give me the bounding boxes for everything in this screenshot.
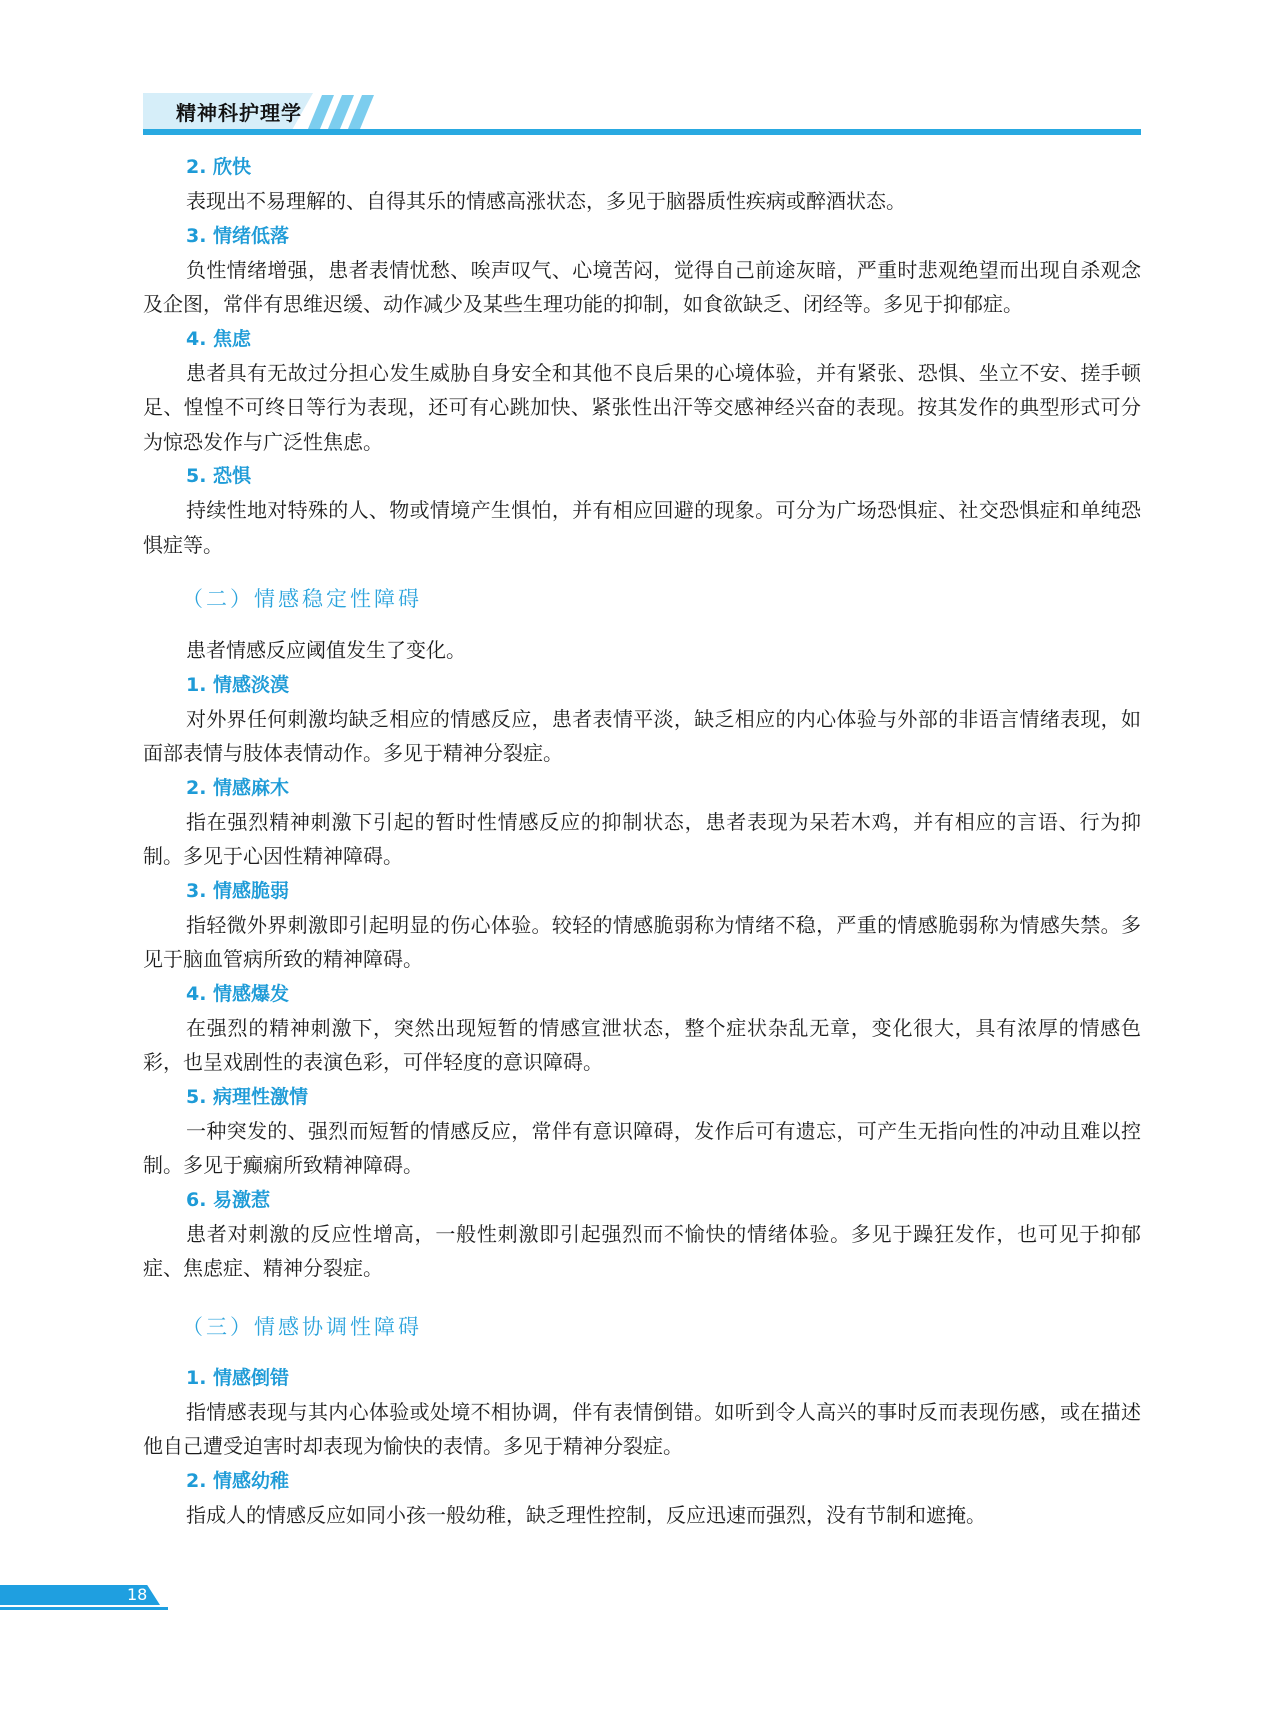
heading-euphoria: 2. 欣快 — [186, 156, 252, 178]
heading-emotional-infantilism: 2. 情感幼稚 — [186, 1469, 290, 1492]
heading-emotional-numbness: 2. 情感麻木 — [186, 776, 290, 799]
heading-emotional-fragility: 3. 情感脆弱 — [186, 879, 290, 902]
paragraph: 一种突发的、强烈而短暂的情感反应，常伴有意识障碍，发作后可有遗忘，可产生无指向性的冲动且难以控制。多见于癫痫所致精神障碍。 — [143, 1118, 1141, 1177]
heading-emotional-outburst: 4. 情感爆发 — [186, 982, 290, 1005]
header-stripes-decoration — [308, 95, 388, 129]
paragraph: 指情感表现与其内心体验或处境不相协调，伴有表情倒错。如听到令人高兴的事时反而表现伤感，或在描述他自己遭受迫害时却表现为愉快的表情。多见于精神分裂症。 — [143, 1399, 1141, 1458]
paragraph: 持续性地对特殊的人、物或情境产生惧怕，并有相应回避的现象。可分为广场恐惧症、社交恐惧症和单纯恐惧症等。 — [143, 498, 1141, 557]
heading-depressed-mood: 3. 情绪低落 — [186, 224, 290, 247]
paragraph: 患者具有无故过分担心发生威胁自身安全和其他不良后果的心境体验，并有紧张、恐惧、坐立不安、搓手顿足、惶惶不可终日等行为表现，还可有心跳加快、紧张性出汗等交感神经兴奋的表现。按其发作的典型形式可分为惊恐发作与广泛性焦虑。 — [143, 360, 1141, 454]
paragraph: 在强烈的精神刺激下，突然出现短暂的情感宣泄状态，整个症状杂乱无章，变化很大，具有浓厚的情感色彩，也呈戏剧性的表演色彩，可伴轻度的意识障碍。 — [143, 1015, 1141, 1074]
book-title: 精神科护理学 — [176, 101, 302, 125]
heading-fear: 5. 恐惧 — [186, 465, 252, 487]
paragraph: 指在强烈精神刺激下引起的暂时性情感反应的抑制状态，患者表现为呆若木鸡，并有相应的言语、行为抑制。多见于心因性精神障碍。 — [143, 809, 1141, 868]
paragraph: 患者情感反应阈值发生了变化。 — [186, 638, 466, 662]
paragraph: 指成人的情感反应如同小孩一般幼稚，缺乏理性控制，反应迅速而强烈，没有节制和遮掩。 — [186, 1502, 986, 1527]
heading-apathy: 1. 情感淡漠 — [186, 673, 290, 696]
paragraph: 对外界任何刺激均缺乏相应的情感反应，患者表情平淡，缺乏相应的内心体验与外部的非语言情绪表现，如面部表情与肢体表情动作。多见于精神分裂症。 — [143, 706, 1141, 765]
section-heading-emotional-coordination: （三）情感协调性障碍 — [182, 1314, 422, 1339]
footer-rule — [0, 1607, 168, 1610]
paragraph: 指轻微外界刺激即引起明显的伤心体验。较轻的情感脆弱称为情绪不稳，严重的情感脆弱称为情感失禁。多见于脑血管病所致的精神障碍。 — [143, 912, 1141, 971]
heading-pathological-passion: 5. 病理性激情 — [186, 1085, 309, 1108]
page-number: 18 — [127, 1585, 148, 1604]
heading-anxiety: 4. 焦虑 — [186, 327, 252, 350]
page-body — [143, 150, 1141, 1532]
running-header — [143, 93, 1141, 133]
heading-parathymia: 1. 情感倒错 — [186, 1366, 290, 1389]
heading-irritability: 6. 易激惹 — [186, 1188, 271, 1211]
paragraph: 表现出不易理解的、自得其乐的情感高涨状态，多见于脑器质性疾病或醉酒状态。 — [186, 189, 906, 213]
section-heading-emotional-stability: （二）情感稳定性障碍 — [182, 587, 422, 611]
paragraph: 负性情绪增强，患者表情忧愁、唉声叹气、心境苦闷，觉得自己前途灰暗，严重时悲观绝望而出现自杀观念及企图，常伴有思维迟缓、动作减少及某些生理功能的抑制，如食欲缺乏、闭经等。多见于抑郁症。 — [143, 257, 1141, 316]
header-rule — [143, 129, 1141, 135]
page-footer — [0, 1585, 170, 1611]
paragraph: 患者对刺激的反应性增高，一般性刺激即引起强烈而不愉快的情绪体验。多见于躁狂发作，也可见于抑郁症、焦虑症、精神分裂症。 — [143, 1221, 1141, 1280]
